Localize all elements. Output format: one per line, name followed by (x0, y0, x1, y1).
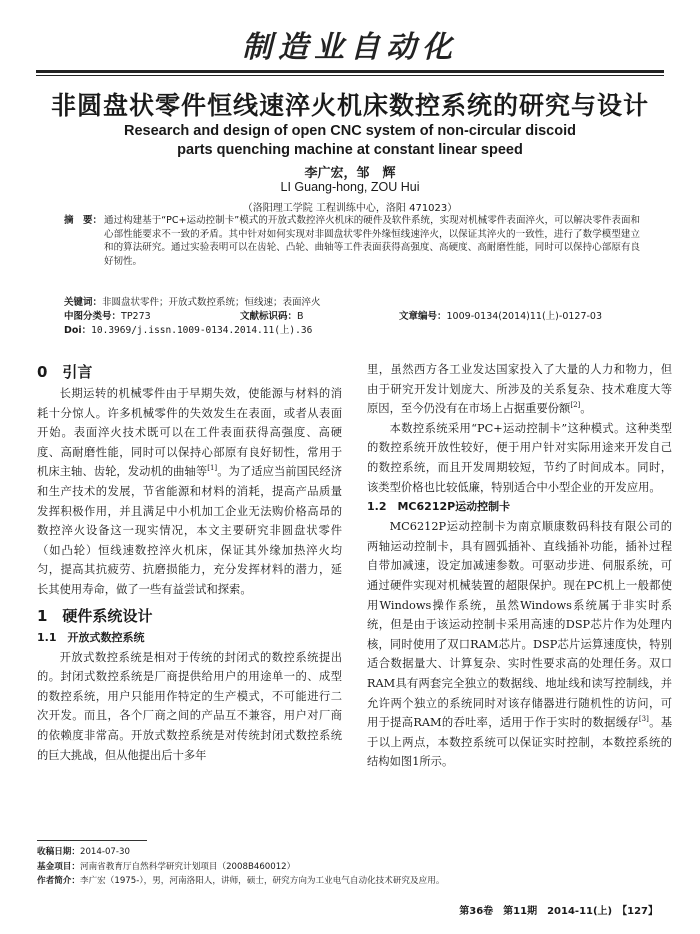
doi-value: 10.3969/j.issn.1009-0134.2014.11(上).36 (91, 325, 313, 336)
section-1-2-text-b: 。基于以上两点，本数控系统可以保证实时控制，本数控系统的结构如图1所示。 (367, 716, 672, 769)
section-1-1-text-c: 。 (580, 402, 592, 416)
citation-3: [3] (638, 715, 649, 724)
doc-label: 文献标识码： (240, 311, 298, 322)
section-1-2-paragraph (367, 517, 672, 772)
section-1-1-paragraph (37, 648, 342, 766)
journal-banner (0, 22, 700, 70)
left-column (37, 360, 342, 765)
banner-rule-thin (36, 75, 664, 76)
section-0-text-b: 。为了适应当前国民经济和生产技术的发展，节省能源和材料的消耗，提高产品质量发挥积极作用，并且满足中小机加工企业无法购价格高昂的数控淬火设备这一现实情况，本文主要研究非圆盘状零件（如凸轮）恒线速数控淬火机床，保证其外缘加热淬火均匀，提高其抗疲劳、抗磨损能力，充分发挥材料的潜力，延长其使用寿命，做了一些有益尝试和探索。 (37, 465, 342, 596)
paper-title-english-line-1: Research and design of open CNC system of non-circular discoid (123, 123, 576, 139)
section-1-1-text-a: 开放式数控系统是相对于传统的封闭式的数控系统提出的。封闭式数控系统是厂商提供给用户的用途单一的、成型的数控系统，用户只能用作特定的生产模式，不可能进行二次开发。而且，各个厂商之间的产品互不兼容，用户对厂商的依赖度非常高。开放式数控系统是对传统封闭式数控系统的巨大挑战，但从他提出后十多年 (37, 650, 342, 762)
doi-label: Doi： (64, 325, 92, 336)
footnote-author-label: 作者简介： (37, 876, 80, 886)
art-value: 1009-0134(2014)11(上)-0127-03 (446, 311, 603, 322)
right-column (367, 360, 672, 772)
footnote-received-label: 收稿日期： (37, 847, 80, 857)
document-code (240, 310, 304, 324)
footnote-received-text: 2014-07-30 (79, 847, 130, 857)
affiliation: （洛阳理工学院 工程训练中心，洛阳 471023） (242, 203, 458, 214)
section-0-heading: 0 引言 (37, 363, 93, 381)
article-number (399, 310, 603, 324)
journal-name: 制造业自动化 (242, 30, 458, 65)
keywords (64, 296, 644, 310)
section-1-heading: 1 硬件系统设计 (37, 606, 153, 625)
footnote-author-text: 李广宏（1975-），男，河南洛阳人，讲师，硕士，研究方向为工业电气自动化技术研究及应用。 (79, 876, 445, 886)
section-1-2-text-a: MC6212P运动控制卡为南京顺康数码科技有限公司的两轴运动控制卡，具有圆弧插补、直线插补功能，插补过程自带加减速，设定加减速参数。可驱动步进、伺服系统，可通过硬件实现对机械装置的超限保护。现在PC机上一般都使用Windows操作系统，虽然Windows系统属于非实时系统，但是由于该运动控制卡采用高速的DSP芯片作为处理内核，同时使用了双口RAM芯片。DSP芯片运算速度快，特别适合数据量大、计算复杂、实时性要求高的处理任务。双口RAM具有两套完全独立的数据线、地址线和读写控制线，并允许两个独立的系统同时对该存储器进行随机性的访问，可用于提高RAM的吞吐率，适用于作于实时的数据缓存 (367, 520, 672, 730)
footnotes (37, 845, 657, 889)
banner-rule-thick (36, 70, 664, 73)
section-1-1-paragraph-continued (367, 360, 672, 419)
authors-chinese: 李广宏，邹 辉 (304, 166, 396, 181)
page-footer: 第36卷 第11期 2014-11(上) 【127】 (459, 906, 658, 917)
clc-label: 中图分类号： (64, 311, 122, 322)
section-0-text-a: 长期运转的机械零件由于早期失效，使能源与材料的消耗十分惊人。许多机械零件的失效发生在表面，或者从表面开始。表面淬火技术既可以在工件表面获得高强度、高硬度、高耐磨性能，同时可以保持心部原有良好韧性，常用于机床主轴、齿轮，发动机的曲轴等 (37, 387, 342, 479)
footnote-received (37, 845, 657, 860)
keywords-text: 非圆盘状零件；开放式数控系统；恒线速；表面淬火 (102, 297, 321, 308)
clc-number (64, 310, 151, 324)
footnote-funding-label: 基金项目： (37, 861, 80, 872)
footnote-funding (37, 860, 657, 875)
section-1-2-heading: 1.2 MC6212P运动控制卡 (367, 500, 511, 514)
section-1-1-paragraph-2: 本数控系统采用“PC+运动控制卡”这种模式。这种类型的数控系统开放性较好，便于用户针对实际用途来开发自己的数控系统，而且开发周期较短，节约了时间成本。同时，该类型价格也比较低廉，特别适合中小型企业的开发应用。 (367, 421, 672, 494)
paper-title-english-line-2: parts quenching machine at constant linear speed (177, 142, 523, 158)
keywords-label: 关键词： (64, 297, 103, 308)
classification-codes (64, 310, 644, 324)
clc-value: TP273 (121, 311, 151, 322)
authors-english: LI Guang-hong, ZOU Hui (280, 180, 420, 194)
footnote-rule (37, 840, 147, 841)
abstract-label: 摘 要： (64, 215, 103, 226)
footnote-funding-text: 河南省教育厅自然科学研究计划项目（2008B460012） (79, 861, 296, 872)
paper-title-chinese: 非圆盘状零件恒线速淬火机床数控系统的研究与设计 (50, 91, 649, 120)
doi (64, 324, 644, 338)
section-1-1-text-b: 里，虽然西方各工业发达国家投入了大量的人力和物力，但由于研究开发计划庞大、所涉及的关系复杂、技术难度大等原因，至今仍没有在市场上占据重要份额 (367, 363, 672, 416)
section-0-paragraph (37, 384, 342, 600)
footnote-author-bio (37, 874, 657, 889)
citation-1: [1] (207, 464, 218, 473)
abstract-text: 通过构建基于“PC+运动控制卡”模式的开放式数控淬火机床的硬件及软件系统，实现对机械零件表面淬火，可以解决零件表面和心部性能要求不一致的矛盾。其中针对如何实现对非圆盘状零件外缘恒线速淬火，以保证其淬火的一致性，进行了数学模型建立和的算法研究。通过实验表明可以在齿轮、凸轮、曲轴等工件表面获得高强度、高硬度、高耐磨性能，同时可以保持心部原有良好韧性。 (104, 215, 640, 268)
section-1-1-heading: 1.1 开放式数控系统 (37, 630, 145, 644)
citation-2: [2] (570, 401, 581, 410)
art-label: 文章编号： (399, 311, 447, 322)
doc-value: B (297, 311, 304, 322)
